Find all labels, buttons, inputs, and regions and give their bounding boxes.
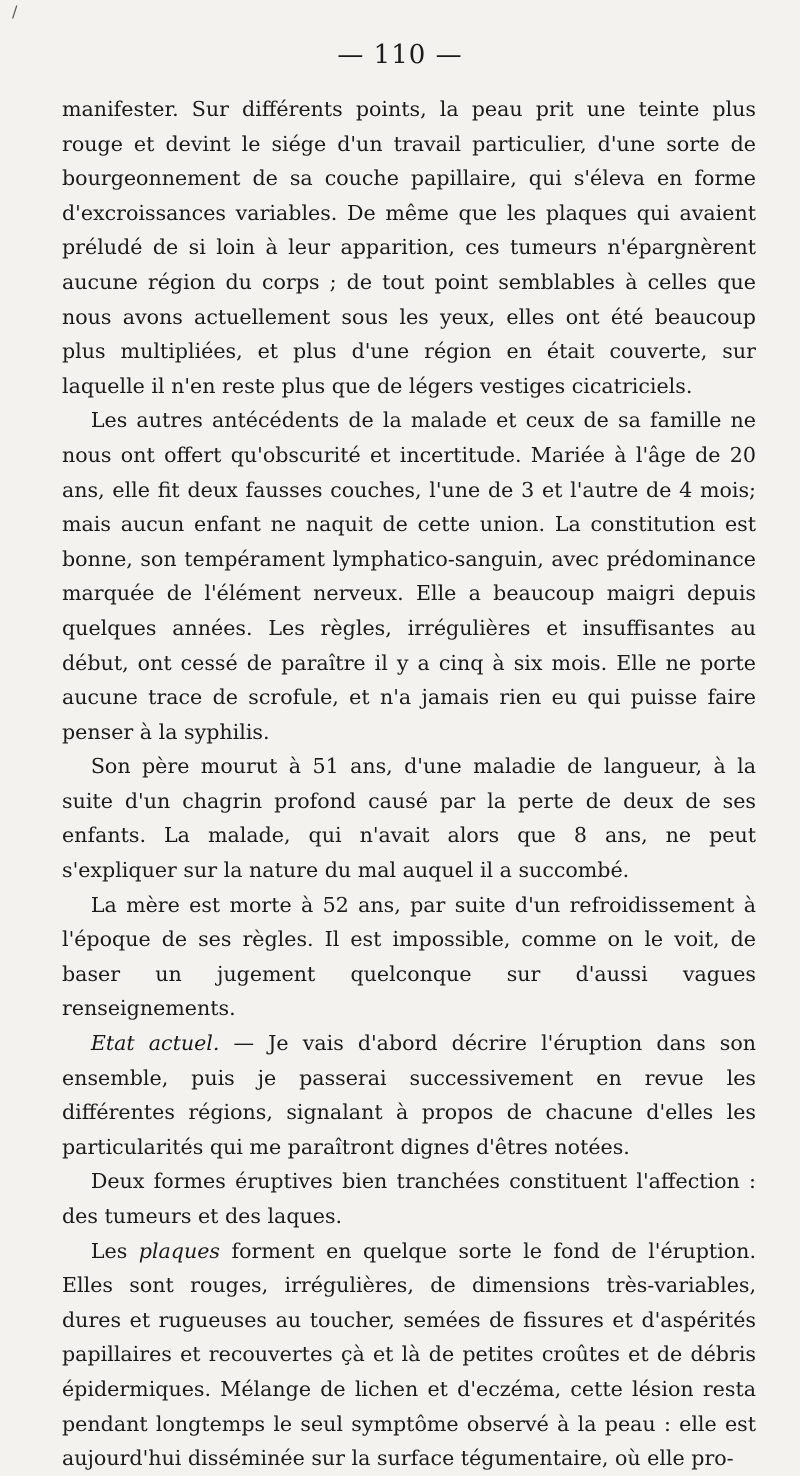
page-number: — 110 — bbox=[337, 40, 463, 70]
paragraph-6: Deux formes éruptives bien tranchées constituent l'affection : des tumeurs et des laques. bbox=[62, 1169, 756, 1228]
corner-mark: / bbox=[12, 2, 18, 21]
paragraph-1: manifester. Sur différents points, la peau prit une teinte plus rouge et devint le siége d'un travail particulier, d'une sorte de bourgeonnement de sa couche papillaire, qui s'éleva en forme d'excroissances variables. De même que les plaques qui avaient préludé de si loin à leur apparition, ces tumeurs n'épargnèrent aucune région du corps ; de tout point semblables à celles que nous avons actuellement sous les yeux, elles ont été beaucoup plus multipliées, et plus d'une région en était couverte, sur laquelle il n'en reste plus que de légers vestiges cicatriciels. bbox=[62, 97, 756, 398]
paragraph-7 bbox=[62, 1234, 756, 1476]
paragraph-5-text: — Je vais d'abord décrire l'éruption dans son ensemble, puis je passerai successivement en revue les différentes régions, signalant à propos de chacune d'elles les particularités qui me paraîtront dignes d'êtres notées. bbox=[62, 1031, 756, 1159]
paragraph-3: Son père mourut à 51 ans, d'une maladie de langueur, à la suite d'un chagrin profond causé par la perte de deux de ses enfants. La malade, qui n'avait alors que 8 ans, ne peut s'expliquer sur la nature du mal auquel il a succombé. bbox=[62, 754, 756, 883]
paragraph-4: La mère est morte à 52 ans, par suite d'un refroidissement à l'époque de ses règles. Il est impossible, comme on le voit, de baser un jugement quelconque sur d'aussi vagues renseignements. bbox=[62, 892, 756, 1021]
section-heading-etat-actuel: Etat actuel. bbox=[90, 1031, 220, 1056]
paragraph-7-text: forment en quelque sorte le fond de l'éruption. Elles sont rouges, irrégulières, de dimensions très-variables, dures et rugueuses au toucher, semées de fissures et d'aspérités papillaires et recouvertes çà et là de petites croûtes et de débris épidermiques. Mélange de lichen et d'eczéma, cette lésion resta pendant longtemps le seul symptôme observé à la peau : elle est aujourd'hui disséminée sur la surface tégumentaire, où elle pro- bbox=[62, 1238, 756, 1471]
paragraph-2: Les autres antécédents de la malade et ceux de sa famille ne nous ont offert qu'obscurité et incertitude. Mariée à l'âge de 20 ans, elle fit deux fausses couches, l'une de 3 et l'autre de 4 mois; mais aucun enfant ne naquit de cette union. La constitution est bonne, son tempérament lymphatico-sanguin, avec prédominance marquée de l'élément nerveux. Elle a beaucoup maigri depuis quelques années. Les règles, irrégulières et insuffisantes au début, ont cessé de paraître il y a cinq à six mois. Elle ne porte aucune trace de scrofule, et n'a jamais rien eu qui puisse faire penser à la syphilis. bbox=[62, 408, 756, 744]
body-text bbox=[62, 92, 756, 1476]
term-plaques: plaques bbox=[138, 1238, 220, 1263]
paragraph-7-pre: Les bbox=[90, 1238, 139, 1263]
paragraph-5 bbox=[62, 1026, 756, 1164]
